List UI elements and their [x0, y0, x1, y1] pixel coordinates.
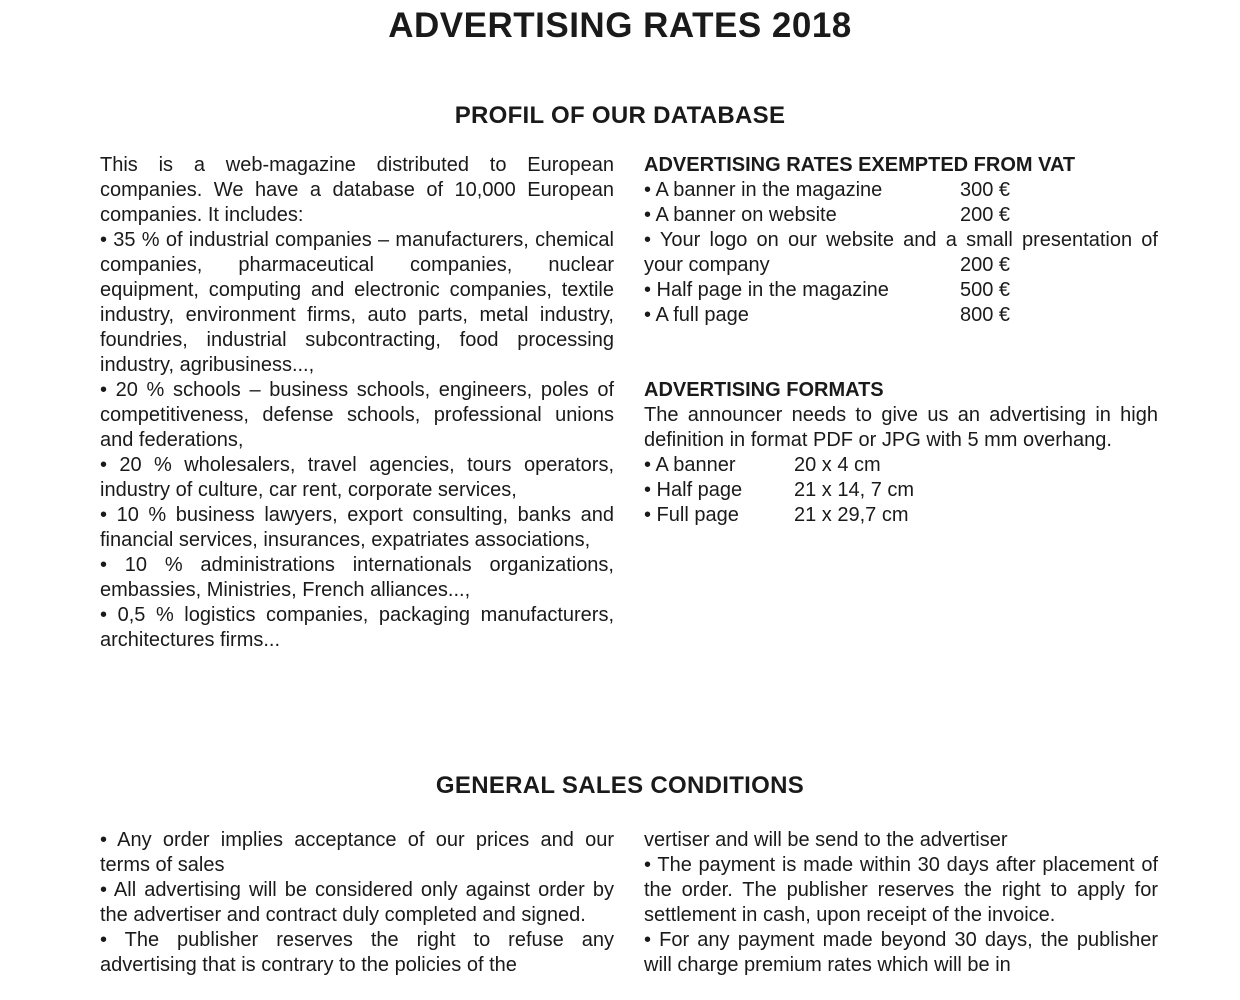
format-label: • Full page: [644, 504, 739, 526]
profile-item: • 10 % business lawyers, export consulting, banks and financial services, insurances, expatriates associations,: [100, 504, 614, 551]
condition-item: • The publisher reserves the right to refuse any advertising that is contrary to the policies of the: [100, 929, 614, 976]
rate-row: [644, 203, 1158, 228]
rate-row: [644, 303, 1158, 328]
profile-item: • 20 % schools – business schools, engineers, poles of competitiveness, defense schools, professional unions and federations,: [100, 379, 614, 451]
profile-item: • 35 % of industrial companies – manufacturers, chemical companies, pharmaceutical companies, nuclear equipment, computing and electronic companies, textile industry, environment firms, auto parts, metal industry, foundries, industrial subcontracting, food processing industry, agribusiness...,: [100, 229, 614, 376]
condition-item: • For any payment made beyond 30 days, the publisher will charge premium rates which will be in: [644, 929, 1158, 976]
rate-row: [644, 178, 1158, 203]
format-row: [644, 453, 1158, 478]
condition-item: vertiser and will be send to the advertiser: [644, 829, 1008, 851]
format-row: [644, 503, 1158, 528]
spacer: [644, 328, 1158, 378]
profile-item: • 10 % administrations internationals organizations, embassies, Ministries, French alliances...,: [100, 554, 614, 601]
rate-label: • A full page: [644, 304, 749, 326]
profile-item: • 20 % wholesalers, travel agencies, tours operators, industry of culture, car rent, corporate services,: [100, 454, 614, 501]
format-size: 20 x 4 cm: [794, 454, 881, 476]
rate-price: 200 €: [960, 254, 1011, 276]
format-size: 21 x 14, 7 cm: [794, 479, 915, 501]
profile-intro: This is a web-magazine distributed to European companies. We have a database of 10,000 European companies. It includes:: [100, 154, 614, 226]
rates-column: [644, 153, 1158, 528]
formats-intro: The announcer needs to give us an advertising in high definition in format PDF or JPG with 5 mm overhang.: [644, 404, 1158, 451]
formats-heading: ADVERTISING FORMATS: [644, 379, 884, 401]
page-title: ADVERTISING RATES 2018: [388, 6, 852, 45]
conditions-body: [0, 828, 1240, 1000]
conditions-heading: GENERAL SALES CONDITIONS: [435, 772, 805, 799]
rate-row: [644, 278, 1158, 303]
condition-item: • All advertising will be considered only against order by the advertiser and contract duly completed and signed.: [100, 879, 614, 926]
rate-price: 800 €: [960, 304, 1011, 326]
rate-row-wrapped: [644, 228, 1158, 278]
format-row: [644, 478, 1158, 503]
rate-label: • A banner on website: [644, 204, 837, 226]
rate-price: 300 €: [960, 179, 1011, 201]
rate-label: • Your logo on our website and a small presentation of your company: [644, 229, 1158, 276]
format-size: 21 x 29,7 cm: [794, 504, 909, 526]
profile-column: [100, 153, 614, 653]
format-label: • Half page: [644, 479, 743, 501]
format-label: • A banner: [644, 454, 736, 476]
rate-price: 500 €: [960, 279, 1011, 301]
profile-heading: PROFIL OF OUR DATABASE: [454, 102, 786, 129]
conditions-right-column: [644, 828, 1158, 978]
rate-label: • A banner in the magazine: [644, 179, 883, 201]
conditions-left-column: [100, 828, 614, 978]
rate-label: • Half page in the magazine: [644, 279, 889, 301]
condition-item: • The payment is made within 30 days after placement of the order. The publisher reserves the right to apply for settlement in cash, upon receipt of the invoice.: [644, 854, 1158, 926]
rate-price: 200 €: [960, 204, 1011, 226]
condition-item: • Any order implies acceptance of our prices and our terms of sales: [100, 829, 614, 876]
profile-item: • 0,5 % logistics companies, packaging manufacturers, architectures firms...: [100, 604, 614, 651]
rates-heading: ADVERTISING RATES EXEMPTED FROM VAT: [644, 154, 1076, 176]
